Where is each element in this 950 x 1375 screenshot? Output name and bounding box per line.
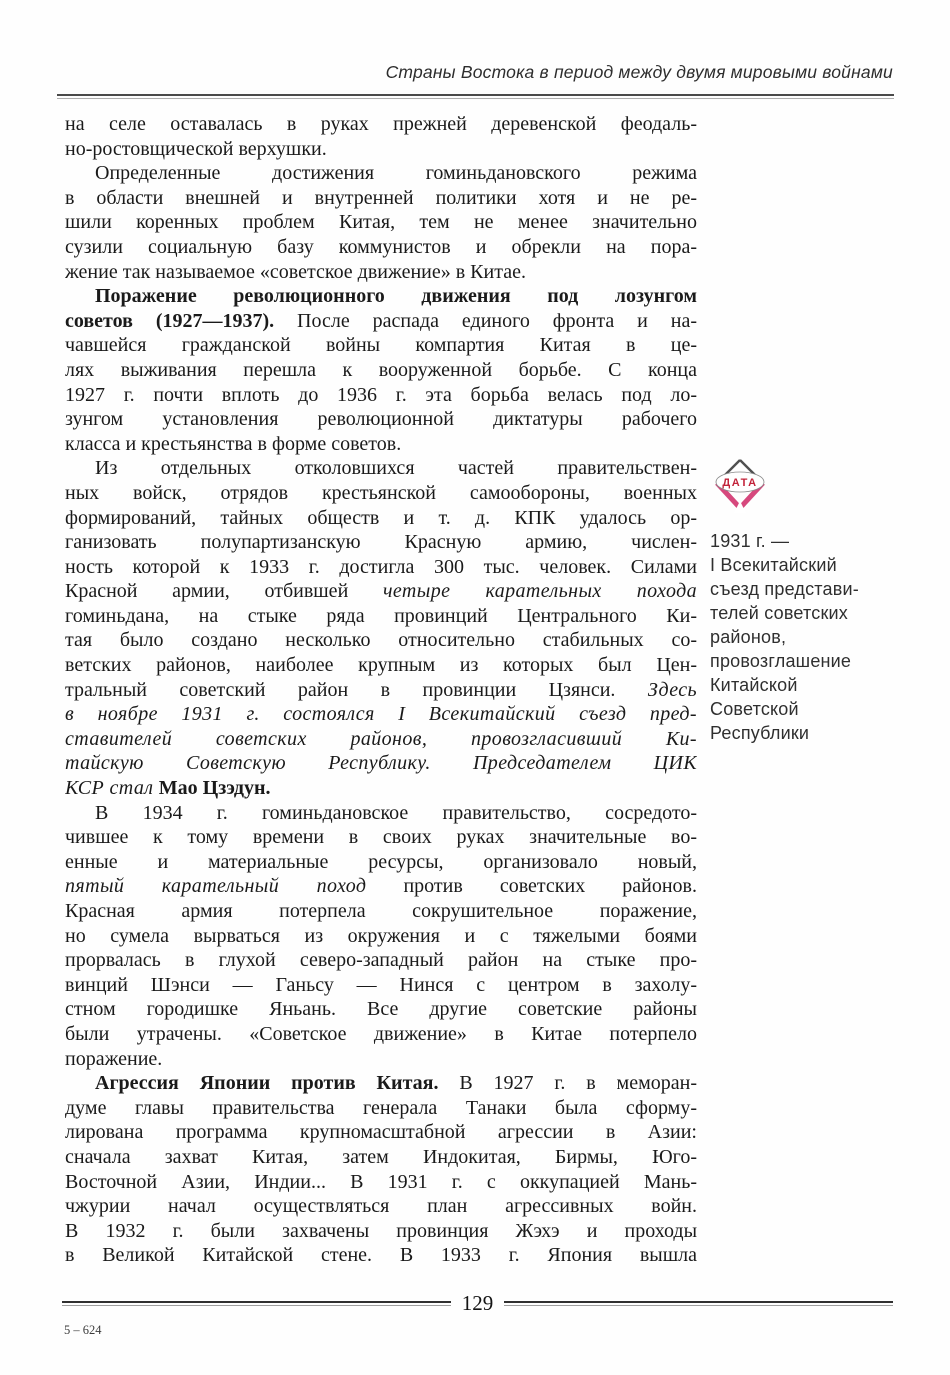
- text-segment: В 1934 г. гоминьдановское правительство, сосредото-: [95, 801, 697, 824]
- sidebar-note-line: провозглашение: [710, 651, 852, 671]
- text-segment: чжурии начал осуществляться план агрессивных войн.: [65, 1195, 697, 1218]
- text-line: [65, 579, 697, 604]
- text-segment: на селе оставалась в руках прежней деревенской феодаль-: [65, 113, 697, 135]
- text-line: [65, 432, 697, 457]
- text-segment: После распада единого фронта и на-: [274, 309, 697, 332]
- text-line: [65, 407, 697, 432]
- text-segment: лях выживания перешла к вооруженной борьбе. С конца: [65, 358, 697, 381]
- text-line: [65, 948, 697, 973]
- text-line: [65, 555, 697, 580]
- text-segment: Определенные достижения гоминьдановского режима: [95, 162, 697, 185]
- footer-rule-left: [62, 1301, 451, 1306]
- text-line: [65, 702, 697, 727]
- text-line: [65, 776, 697, 801]
- text-line: [65, 186, 697, 211]
- text-segment: поражение.: [65, 1047, 163, 1070]
- sidebar-note-line: 1931 г. —: [710, 531, 790, 551]
- sidebar-note-line: районов,: [710, 627, 787, 647]
- text-segment: сузили социальную базу коммунистов и обрекли на пора-: [65, 235, 697, 258]
- sidebar-note: [710, 529, 894, 745]
- text-segment: думе главы правительства генерала Танаки была сформу-: [65, 1096, 697, 1119]
- paragraph: [65, 801, 697, 1072]
- text-line: [65, 1243, 697, 1268]
- text-segment: чавшейся гражданской войны компартия Китая в це-: [65, 334, 697, 357]
- sidebar-note-line: Советской: [710, 699, 799, 719]
- text-segment: тайскую Советскую Республику. Председателем ЦИК: [65, 752, 697, 775]
- text-line: [65, 137, 697, 162]
- text-segment: тая было создано несколько относительно стабильных со-: [65, 629, 697, 652]
- text-segment: Мао Цзэдун.: [158, 777, 271, 800]
- text-line: [65, 1096, 697, 1121]
- text-segment: класса и крестьянства в форме советов.: [65, 432, 402, 455]
- sidebar-note-line: Китайской: [710, 675, 798, 695]
- text-segment: но-ростовщической верхушки.: [65, 137, 327, 160]
- text-segment: советов (1927—1937).: [65, 309, 275, 332]
- text-segment: формирований, тайных обществ и т. д. КПК удалось ор-: [65, 506, 697, 529]
- text-segment: винций Шэнси — Ганьсу — Нинся с центром в захолу-: [65, 973, 697, 996]
- text-segment: шили коренных проблем Китая, тем не менее значительно: [65, 211, 697, 234]
- date-sidebar: [710, 456, 894, 745]
- text-line: [65, 874, 697, 899]
- text-segment: Агрессия Японии против Китая.: [95, 1072, 439, 1095]
- text-line: [65, 850, 697, 875]
- running-header: Страны Востока в период между двумя мировыми войнами: [385, 62, 893, 82]
- text-line: [65, 1170, 697, 1195]
- text-line: [65, 358, 697, 383]
- body-text-column: [65, 112, 697, 1268]
- text-line: [65, 825, 697, 850]
- text-line: [65, 1219, 697, 1244]
- text-line: [65, 727, 697, 752]
- page-footer: [62, 1291, 893, 1316]
- sidebar-note-line: съезд представи-: [710, 579, 859, 599]
- print-signature: 5 – 624: [64, 1323, 102, 1337]
- text-segment: 1927 г. почти вплоть до 1936 г. эта борьба велась под ло-: [65, 383, 697, 406]
- text-line: [65, 481, 697, 506]
- footer-rule-right: [504, 1301, 893, 1306]
- text-segment: Поражение революционного движения под лозунгом: [95, 285, 697, 308]
- date-icon-label: ДАТА: [722, 477, 758, 489]
- paragraph: [65, 284, 697, 456]
- text-segment: енные и материальные ресурсы, организовало новый,: [65, 850, 697, 873]
- text-segment: против советских районов.: [366, 875, 697, 898]
- text-line: [65, 284, 697, 309]
- text-line: [65, 530, 697, 555]
- paragraph: [65, 112, 697, 161]
- text-segment: зунгом установления революционной диктатуры рабочего: [65, 408, 697, 431]
- text-segment: ветских районов, наиболее крупным из которых был Цен-: [65, 654, 697, 677]
- text-line: [65, 112, 697, 137]
- text-segment: Здесь: [647, 678, 697, 701]
- text-segment: лирована программа крупномасштабной агрессии в Азии:: [65, 1121, 697, 1144]
- text-line: [65, 801, 697, 826]
- text-segment: Красной армии, отбившей: [65, 580, 383, 603]
- paragraph: [65, 161, 697, 284]
- sidebar-note-line: телей советских: [710, 603, 848, 623]
- text-segment: тральный советский район в провинции Цзянси.: [65, 678, 648, 701]
- text-segment: ганизовать полупартизанскую Красную армию, числен-: [65, 531, 697, 554]
- text-line: [65, 1071, 697, 1096]
- text-line: [65, 1120, 697, 1145]
- text-line: [65, 383, 697, 408]
- text-line: [65, 235, 697, 260]
- text-line: [65, 210, 697, 235]
- text-line: [65, 628, 697, 653]
- text-segment: в ноябре 1931 г. состоялся I Всекитайский съезд пред-: [65, 703, 697, 726]
- text-line: [65, 653, 697, 678]
- text-segment: жение так называемое «советское движение» в Китае.: [65, 260, 526, 283]
- text-segment: Красная армия потерпела сокрушительное поражение,: [65, 900, 697, 922]
- text-line: [65, 260, 697, 285]
- paragraph: [65, 456, 697, 800]
- text-segment: сначала захват Китая, затем Индокитая, Бирмы, Юго-: [65, 1145, 697, 1168]
- text-line: [65, 333, 697, 358]
- data-date-icon: [712, 456, 768, 518]
- text-line: [65, 456, 697, 481]
- text-segment: были утрачены. «Советское движение» в Китае потерпело: [65, 1022, 697, 1045]
- text-segment: Восточной Азии, Индии... В 1931 г. с оккупацией Мань-: [65, 1170, 697, 1193]
- text-segment: КСР стал: [65, 777, 159, 800]
- paragraph: [65, 1071, 697, 1268]
- sidebar-note-line: I Всекитайский: [710, 555, 837, 575]
- text-segment: В 1927 г. в меморан-: [438, 1072, 697, 1095]
- text-segment: прорвалась в глухой северо-западный район на стыке про-: [65, 949, 697, 972]
- text-segment: Из отдельных отколовшихся частей правительствен-: [95, 457, 697, 480]
- text-line: [65, 1022, 697, 1047]
- header-rule: [57, 94, 894, 99]
- text-segment: В 1932 г. были захвачены провинция Жэхэ и проходы: [65, 1219, 697, 1242]
- sidebar-note-line: Республики: [710, 723, 810, 743]
- text-segment: пятый карательный поход: [65, 875, 367, 898]
- text-segment: в области внешней и внутренней политики хотя и не ре-: [65, 186, 697, 209]
- text-line: [65, 997, 697, 1022]
- text-line: [65, 678, 697, 703]
- text-segment: ность которой к 1933 г. достигла 300 тыс. человек. Силами: [65, 555, 697, 578]
- text-line: [65, 973, 697, 998]
- text-segment: ных войск, отрядов крестьянской самообороны, военных: [65, 481, 697, 504]
- text-segment: в Великой Китайской стене. В 1933 г. Япония вышла: [65, 1244, 697, 1267]
- text-line: [65, 1145, 697, 1170]
- text-segment: но сумела вырваться из окружения и с тяжелыми боями: [65, 924, 697, 947]
- text-line: [65, 506, 697, 531]
- text-segment: стном городишке Яньань. Все другие советские районы: [65, 998, 697, 1021]
- text-line: [65, 604, 697, 629]
- text-line: [65, 161, 697, 186]
- text-segment: гоминьдана, на стыке ряда провинций Центрального Ки-: [65, 604, 697, 627]
- text-line: [65, 1194, 697, 1219]
- text-segment: четыре карательных похода: [382, 580, 697, 603]
- text-line: [65, 924, 697, 949]
- text-line: [65, 1047, 697, 1072]
- text-line: [65, 899, 697, 924]
- text-segment: чившее к тому времени в своих руках значительные во-: [65, 826, 697, 849]
- text-line: [65, 751, 697, 776]
- page-number: 129: [461, 1291, 494, 1315]
- text-segment: ставителей советских районов, провозгласивший Ки-: [65, 727, 697, 750]
- text-line: [65, 309, 697, 334]
